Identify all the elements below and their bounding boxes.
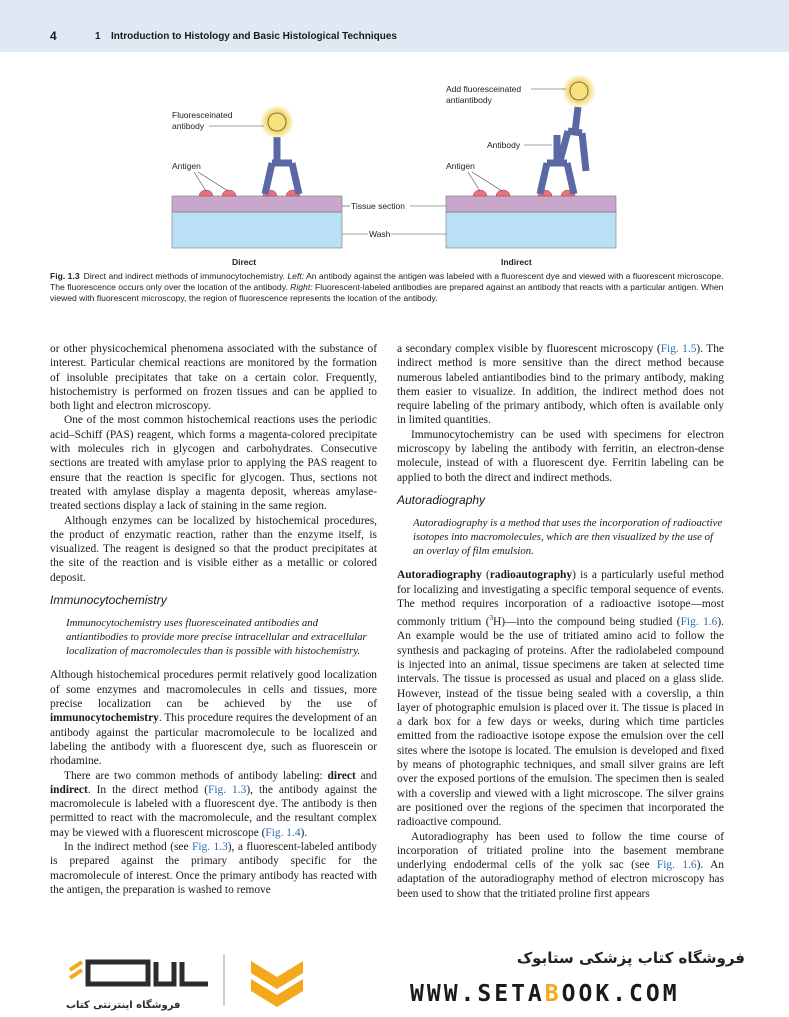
antigen-blob: [496, 190, 510, 196]
chapter-number: 1: [95, 31, 101, 42]
antigen-blob: [222, 190, 236, 196]
paragraph: Although enzymes can be localized by histochemical procedures, the product of enzymatic reaction, rather than the enzyme itself, is visualized. The reagent is designed so that the product precipitates at the site of the reaction and is visible either as a metallic or colored deposit.: [50, 514, 377, 584]
primary-antibody: [540, 135, 574, 194]
chevron-logo-icon: [247, 955, 307, 1007]
add-fluoresceinated-label-2: antiantibody: [446, 95, 492, 105]
fluoresceinated-antibody: [260, 105, 299, 194]
indirect-panel: [446, 75, 616, 267]
promo-text: فروشگاه کتاب پزشکی ستابوک: [516, 949, 745, 967]
direct-label: Direct: [232, 257, 257, 267]
antigen-label-right: Antigen: [446, 161, 475, 171]
indirect-label: Indirect: [501, 257, 532, 267]
paragraph: In the indirect method (see Fig. 1.3), a fluorescent-labeled antibody is prepared against the primary antibody specific for the macromolecule of interest. Once the primary antibody has reacted with the antigen, the preparation is washed to remove: [50, 841, 377, 896]
wash-label: Wash: [369, 229, 391, 239]
caption-text: Direct and indirect methods of immunocytochemistry.: [83, 271, 288, 281]
tissue-section-left: [172, 196, 342, 212]
tissue-section-label: Tissue section: [351, 201, 406, 211]
add-fluoresceinated-label-1: Add fluoresceinated: [446, 84, 522, 94]
tissue-section-right: [446, 196, 616, 212]
antibody-label: Antibody: [487, 140, 521, 150]
logo-subtitle: فروشگاه اینترنتی کتاب: [66, 1000, 181, 1011]
paragraph: Immunocytochemistry can be used with specimens for electron microscopy by labeling the antibody with ferritin, an electron-dense molecule, instead of with a fluorescent dye. Ferritin labeling can be applied to both the direct and indirect methods.: [397, 428, 724, 484]
running-header: [0, 0, 789, 52]
antigen-label-left: Antigen: [172, 161, 201, 171]
paragraph: Autoradiography has been used to follow the time course of incorporation of tritiated proline into the basement membrane underlying endodermal cells of the yolk sac (see Fig. 1.6). An adaptation of the autoradiography method of electron microscopy has been used to show that the tritiated proline first appears: [397, 830, 724, 900]
direct-panel: [172, 105, 342, 267]
website-url[interactable]: WWW.SETABOOK.COM: [410, 981, 680, 1007]
wash-layer-right: [446, 212, 616, 248]
section-summary: Immunocytochemistry uses fluoresceinated antibodies and antiantibodies to provide more precise intracellular and extracellular localization of macromolecules than is possible with histochemistry.: [66, 617, 367, 657]
section-heading-immunocytochemistry: Immunocytochemistry: [50, 593, 167, 608]
figure-link[interactable]: Fig. 1.5: [660, 343, 697, 355]
figure-link[interactable]: Fig. 1.3: [208, 783, 247, 796]
caption-right-label: Right:: [290, 282, 313, 292]
wash-layer-left: [172, 212, 342, 248]
figure-1-3: [160, 75, 630, 270]
figure-link[interactable]: Fig. 1.3: [192, 841, 228, 853]
figure-link[interactable]: Fig. 1.6: [680, 616, 718, 629]
paragraph: a secondary complex visible by fluorescent microscopy (Fig. 1.5). The indirect method is more sensitive than the direct method because numerous labeled antiantibodies bind to the primary antibody, making them easier to visualize. In addition, the indirect method does not require labeling of the primary antibody, which often is available only in limited quantities.: [397, 343, 724, 427]
caption-text: Fluorescent-labeled antibodies are prepared against an antibody that reacts with a particular antigen. When viewed with fluorescent microscopy, the region of fluorescence represents the location of the antibody.: [50, 282, 724, 303]
caption-text: An antibody against the antigen was labeled with a fluorescent dye and viewed with a fluorescent microscope. The fluorescence occurs only over the location of the antibody.: [50, 271, 724, 292]
paragraph: Autoradiography (radioautography) is a particularly useful method for localizing and investigating a specific temporal sequence of events. The method requires incorporation of a radioactive isotope—most commonly tritium ($^3$H)—into the compound being studied (Fig. 1.6). An example would be the use of tritiated amino acid to follow the synthesis and packaging of proteins. After the radiolabeled compound is injected into an animal, tissue specimens are taken at selected time intervals. The tissue is processed as usual and placed on a glass slide. However, instead of the tissue being sealed with a coverslip, a thin layer of photographic emulsion is placed over it. The tissue is placed in a dark box for a few days or weeks, during which time particles emitted from the radioactive isotope expose the emulsion over the cell sites where the isotope is located. The emulsion is developed and fixed by means of photographic techniques, and small silver grains are left over the exposed portions of the emulsion. The specimen then is sealed with a coverslip and viewed with a light microscope. The silver grains are positioned over the regions of the specimen that incorporated the radioactive compound.: [397, 569, 725, 829]
figure-caption: [50, 271, 740, 304]
fluoresceinated-label-2: antibody: [172, 121, 205, 131]
immunocytochemistry-diagram: [160, 75, 630, 270]
left-column: [50, 342, 377, 897]
page-number: 4: [50, 29, 57, 43]
caption-left-label: Left:: [287, 271, 305, 281]
section-summary: Autoradiography is a method that uses the incorporation of radioactive isotopes into macromolecules, which are then visualized by the use of an overlay of film emulsion.: [413, 516, 723, 557]
section-heading-autoradiography: Autoradiography: [397, 492, 486, 507]
paragraph: Although histochemical procedures permit relatively good localization of some enzymes and macromolecules in cells and tissues, more precise localization can be achieved by the use of immunocytochemistry. This procedure requires the development of an antibody against the particular macromolecule to be localized and labeling the antibody with a fluorescent dye, such as fluorescein or rhodamine.: [50, 669, 377, 768]
paragraph: or other physicochemical phenomena associated with the substance of interest. Particular chemical reactions are monitored by the formation of insoluble precipitates that take on a certain color. Frequently, histochemistry is performed on frozen tissues and can be applied to both light and electron microscopy.: [50, 343, 377, 413]
page-fade: [0, 900, 789, 940]
chapter-title: Introduction to Histology and Basic Histological Techniques: [111, 31, 397, 42]
figure-link[interactable]: Fig. 1.4: [265, 826, 301, 839]
figure-link[interactable]: Fig. 1.6: [656, 859, 697, 872]
fluoresceinated-antiantibody: [560, 75, 596, 171]
right-column: [397, 342, 724, 901]
caption-figure-label: Fig. 1.3: [50, 271, 80, 281]
paragraph: There are two common methods of antibody labeling: direct and indirect. In the direct method (Fig. 1.3), the antibody against the macromolecule is labeled with a fluorescent dye. The antibody is then permitted to react with the macromolecule, and the resultant complex may be viewed with a fluorescent microscope (Fig. 1.4).: [50, 769, 377, 839]
paragraph: One of the most common histochemical reactions uses the periodic acid–Schiff (PAS) reagent, which forms a magenta-colored precipitate with molecules rich in glycogen and carbohydrates. Consecutive sections are treated with amylase prior to applying the PAS reagent to ensure that the reaction is specific for glycogen. Thus, sections not treated with amylase display a magenta deposit, whereas amylase-treated sections display a lack of staining in the same region.: [50, 414, 377, 513]
fluoresceinated-label-1: Fluoresceinated: [172, 110, 233, 120]
